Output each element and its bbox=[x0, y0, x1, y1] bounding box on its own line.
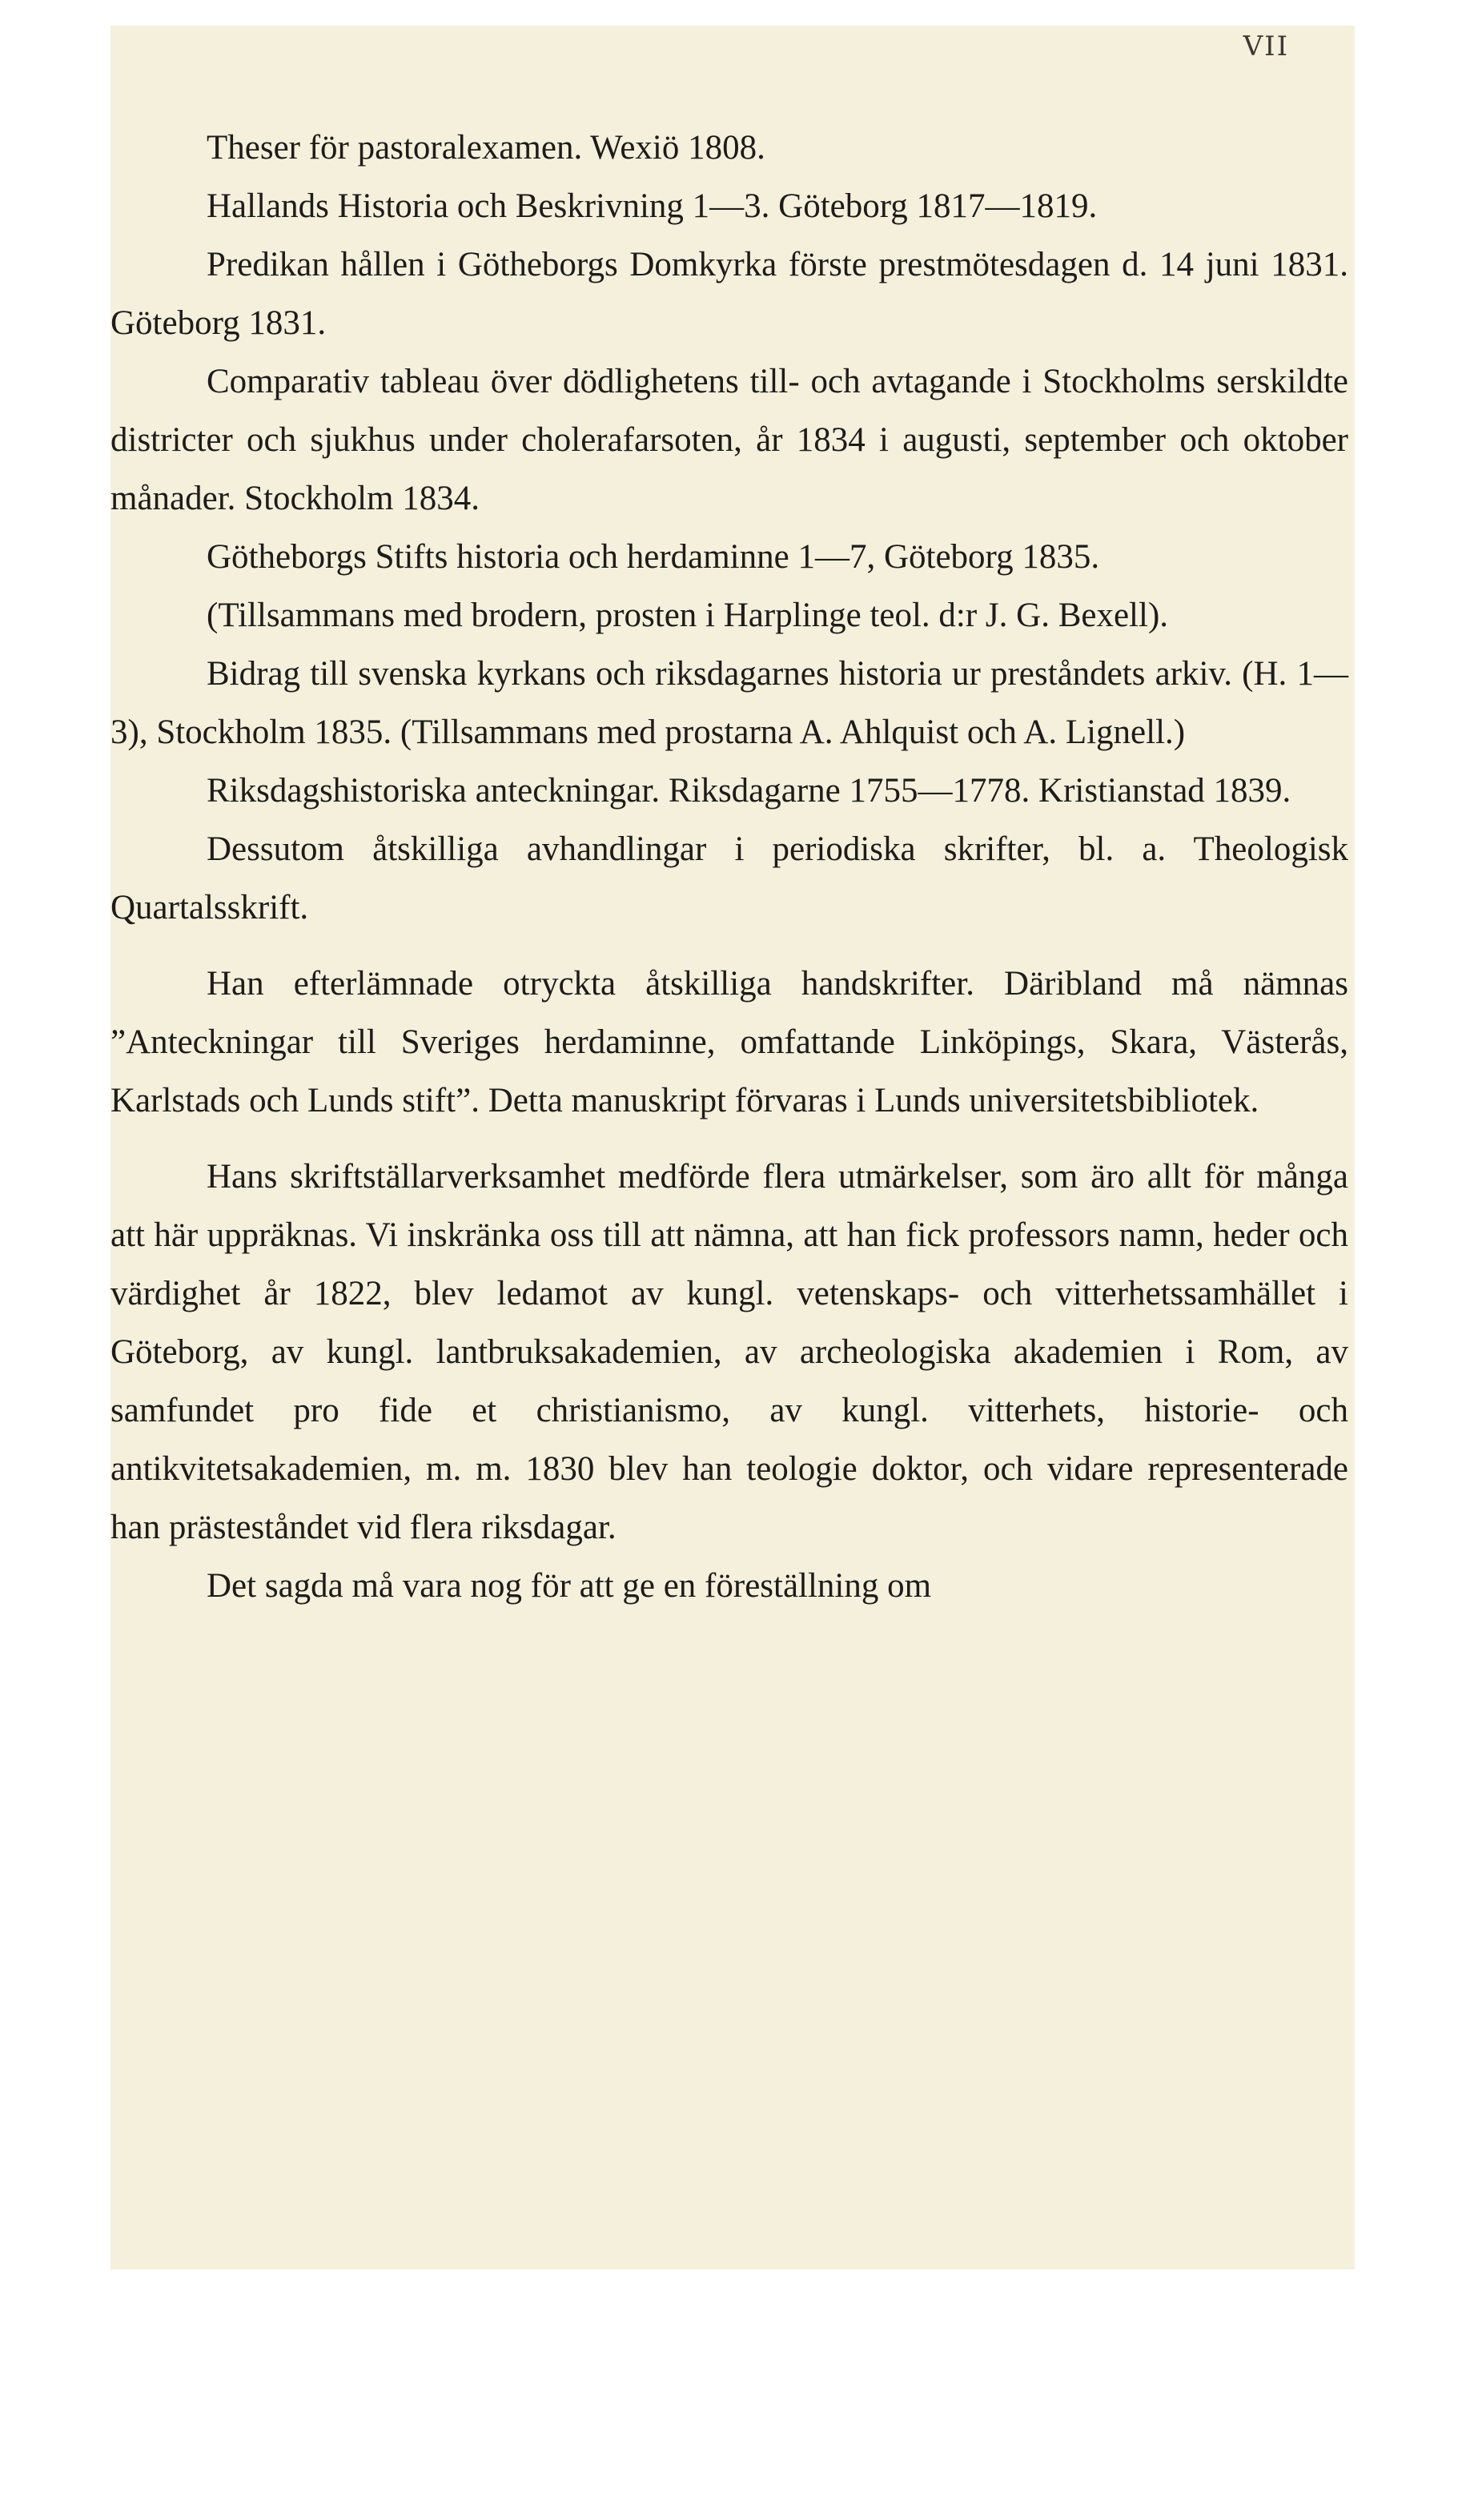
paragraph-bidrag: Bidrag till svenska kyrkans och riksdagarnes historia ur preståndets arkiv. (H. 1—3), Stockholm 1835. (Tillsammans med prostarna A. Ahlquist och A. Lignell.) bbox=[110, 655, 1348, 751]
paragraph-tillsammans-brodern: (Tillsammans med brodern, prosten i Harplinge teol. d:r J. G. Bexell). bbox=[207, 597, 1169, 634]
paragraph-stifts-historia: Götheborgs Stifts historia och herdaminne 1—7, Göteborg 1835. bbox=[207, 538, 1100, 576]
paragraph-hallands-historia: Hallands Historia och Beskrivning 1—3. Göteborg 1817—1819. bbox=[207, 187, 1098, 225]
page-body bbox=[110, 119, 1348, 1615]
paragraph-comparativ-tableau: Comparativ tableau över dödlighetens till- och avtagande i Stockholms serskildte districter och sjukhus under cholerafarsoten, år 1834 i augusti, september och oktober månader. Stockholm 1834. bbox=[110, 363, 1348, 517]
paragraph-riksdagshistoriska: Riksdagshistoriska anteckningar. Riksdagarne 1755—1778. Kristianstad 1839. bbox=[207, 772, 1291, 810]
paragraph-dessutom: Dessutom åtskilliga avhandlingar i periodiska skrifter, bl. a. Theologisk Quartalsskrift. bbox=[110, 830, 1348, 926]
paragraph-utmarkelser: Hans skriftställarverksamhet medförde flera utmärkelser, som äro allt för många att här uppräknas. Vi inskränka oss till att nämna, att han fick professors namn, heder och värdighet år 1822, blev ledamot av kungl. vetenskaps- och vitterhetssamhället i Göteborg, av kungl. lantbruksakademien, av archeologiska akademien i Rom, av samfundet pro fide et christianismo, av kungl. vitterhets, historie- och antikvitetsakademien, m. m. 1830 blev han teologie doktor, och vidare representerade han prästeståndet vid flera riksdagar. bbox=[110, 1158, 1348, 1546]
paragraph-det-sagda: Det sagda må vara nog för att ge en föreställning om bbox=[207, 1567, 932, 1605]
scanned-page bbox=[110, 26, 1355, 2269]
paragraph-theser: Theser för pastoralexamen. Wexiö 1808. bbox=[207, 129, 765, 167]
page-number: VII bbox=[1243, 30, 1289, 62]
paragraph-handskrifter: Han efterlämnade otryckta åtskilliga handskrifter. Däribland må nämnas ”Anteckningar till Sveriges herdaminne, omfattande Linköpings, Skara, Västerås, Karlstads och Lunds stift”. Detta manuskript förvaras i Lunds universitetsbibliotek. bbox=[110, 965, 1348, 1119]
paragraph-predikan: Predikan hållen i Götheborgs Domkyrka förste prestmötesdagen d. 14 juni 1831. Göteborg 1831. bbox=[110, 246, 1348, 342]
